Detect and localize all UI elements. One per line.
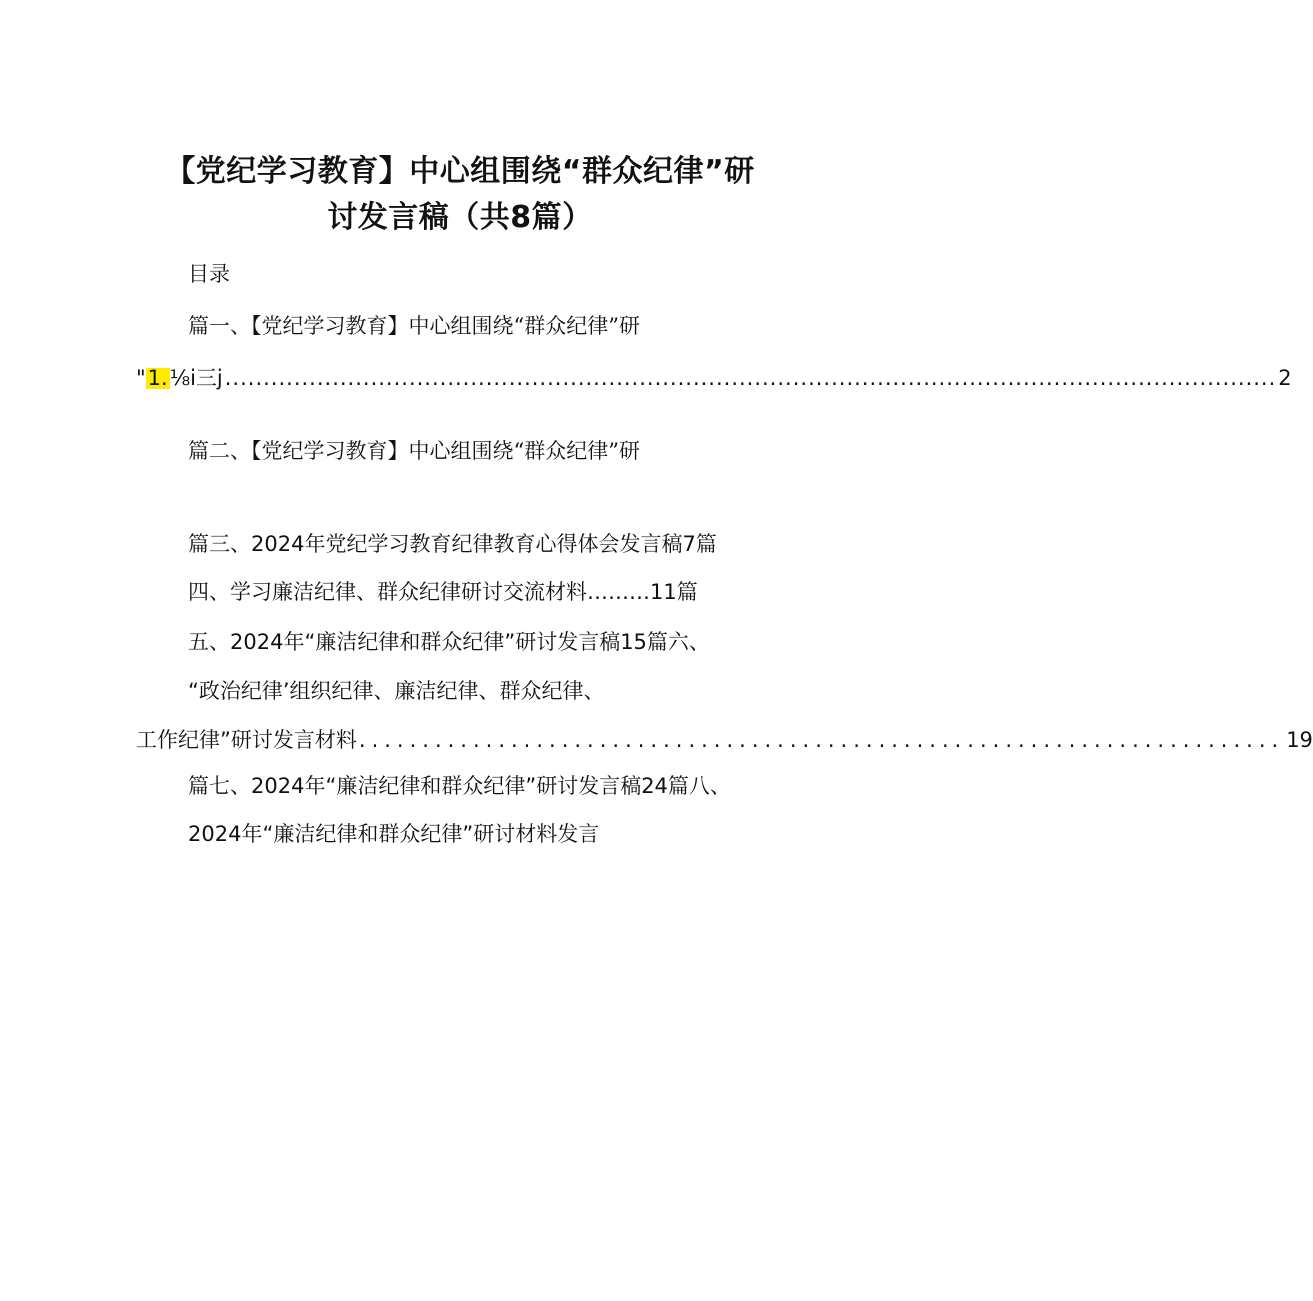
toc-entry-5: 五、2024年“廉洁纪律和群众纪律”研讨发言稿15篇六、 <box>188 630 710 654</box>
toc-entry-3: 篇三、2024年党纪学习教育纪律教育心得体会发言稿7篇 <box>188 532 717 556</box>
dot-leader: ......................................................................... <box>358 728 1285 752</box>
toc-entry-6-page: 19 <box>1286 728 1313 752</box>
toc-entry-1: 篇一、【党纪学习教育】中心组围绕“群众纪律”研 <box>188 314 640 338</box>
toc-heading: 目录 <box>188 262 230 286</box>
toc-entry-1-garbled-text: ⅛i三j <box>169 366 223 390</box>
toc-entry-2: 篇二、【党纪学习教育】中心组围绕“群众纪律”研 <box>188 439 640 463</box>
toc-entry-1-continuation <box>136 366 1292 390</box>
toc-entry-6-line-1: “政治纪律’组织纪律、廉洁纪律、群众纪律、 <box>188 679 605 703</box>
toc-entry-6-line-2 <box>136 728 1313 752</box>
toc-entry-1-quote: " <box>136 366 146 390</box>
toc-entry-7: 篇七、2024年“廉洁纪律和群众纪律”研讨发言稿24篇八、 <box>188 774 731 798</box>
toc-entry-6-text: 工作纪律”研讨发言材料 <box>136 728 357 752</box>
toc-entry-1-page: 2 <box>1278 366 1292 390</box>
document-title-line-2: 讨发言稿（共8篇） <box>327 200 593 235</box>
document-title-line-1: 【党纪学习教育】中心组围绕“群众纪律”研 <box>165 154 755 189</box>
highlighted-text: 1. <box>147 366 168 390</box>
toc-entry-4: 四、学习廉洁纪律、群众纪律研讨交流材料………11篇 <box>188 580 698 604</box>
dot-leader: ......................................................................................................................................... <box>224 366 1277 390</box>
toc-entry-8: 2024年“廉洁纪律和群众纪律”研讨材料发言 <box>188 822 600 846</box>
